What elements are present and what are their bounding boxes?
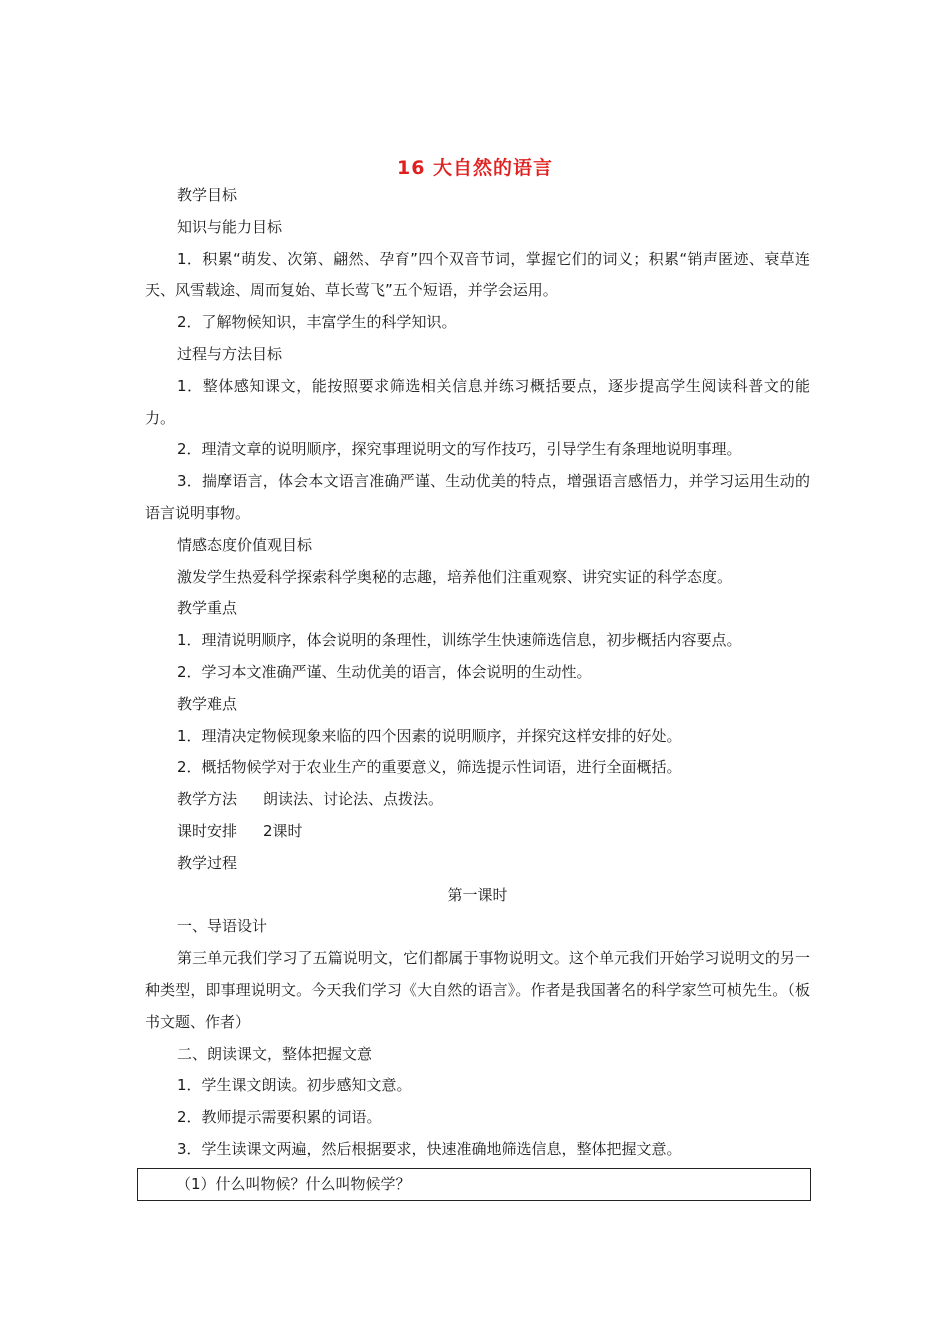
knowledge-item-1: 1．积累“萌发、次第、翩然、孕育”四个双音节词，掌握它们的词义；积累“销声匿迹、衰草连天、风雪载途、周而复始、草长莺飞”五个短语，并学会运用。 <box>145 249 810 300</box>
process-goals-heading: 过程与方法目标 <box>177 344 283 363</box>
key-point-1: 1．理清说明顺序，体会说明的条理性，训练学生快速筛选信息，初步概括内容要点。 <box>177 631 742 650</box>
section-1-heading: 一、导语设计 <box>177 917 268 936</box>
schedule-value: 2课时 <box>263 821 303 840</box>
step-1: 1．学生课文朗读。初步感知文意。 <box>177 1076 412 1095</box>
process-goal-1: 1．整体感知课文，能按照要求筛选相关信息并练习概括要点，逐步提高学生阅读科普文的能力。 <box>145 376 810 427</box>
emotion-heading: 情感态度价值观目标 <box>177 535 313 554</box>
process-goal-2: 2．理清文章的说明顺序，探究事理说明文的写作技巧，引导学生有条理地说明事理。 <box>177 440 742 459</box>
knowledge-item-2: 2．了解物候知识，丰富学生的科学知识。 <box>177 313 457 332</box>
teaching-process-heading: 教学过程 <box>177 853 238 872</box>
section-2-heading: 二、朗读课文，整体把握文意 <box>177 1044 373 1063</box>
step-3: 3．学生读课文两遍，然后根据要求，快速准确地筛选信息，整体把握文意。 <box>177 1139 682 1158</box>
emotion-item-1: 激发学生热爱科学探索科学奥秘的志趣，培养他们注重观察、讲究实证的科学态度。 <box>177 567 733 586</box>
knowledge-heading: 知识与能力目标 <box>177 217 283 236</box>
objectives-heading: 教学目标 <box>177 186 238 204</box>
key-point-2: 2．学习本文准确严谨、生动优美的语言，体会说明的生动性。 <box>177 662 592 681</box>
difficult-point-1: 1．理清决定物候现象来临的四个因素的说明顺序，并探究这样安排的好处。 <box>177 726 682 745</box>
key-points-heading: 教学重点 <box>177 599 238 618</box>
lesson-1-title: 第一课时 <box>447 885 508 904</box>
schedule-line <box>145 816 810 848</box>
document-body <box>145 180 810 1166</box>
schedule-label: 课时安排 <box>177 821 238 840</box>
question-1: （1）什么叫物候？什么叫物候学？ <box>176 1175 411 1193</box>
teaching-method-value: 朗读法、讨论法、点拨法。 <box>263 790 444 809</box>
difficult-point-2: 2．概括物候学对于农业生产的重要意义，筛选提示性词语，进行全面概括。 <box>177 758 682 777</box>
document-title: 16 大自然的语言 <box>396 157 554 179</box>
step-2: 2．教师提示需要积累的词语。 <box>177 1108 382 1127</box>
teaching-method-line <box>145 784 810 816</box>
question-box <box>137 1168 811 1201</box>
teaching-method-label: 教学方法 <box>177 790 238 809</box>
section-1-text: 第三单元我们学习了五篇说明文，它们都属于事物说明文。这个单元我们开始学习说明文的另一种类型，即事理说明文。今天我们学习《大自然的语言》。作者是我国著名的科学家竺可桢先生。（板书文题、作者） <box>145 949 810 1031</box>
difficult-points-heading: 教学难点 <box>177 694 238 713</box>
process-goal-3: 3．揣摩语言，体会本文语言准确严谨、生动优美的特点，增强语言感悟力，并学习运用生动的语言说明事物。 <box>145 472 810 522</box>
